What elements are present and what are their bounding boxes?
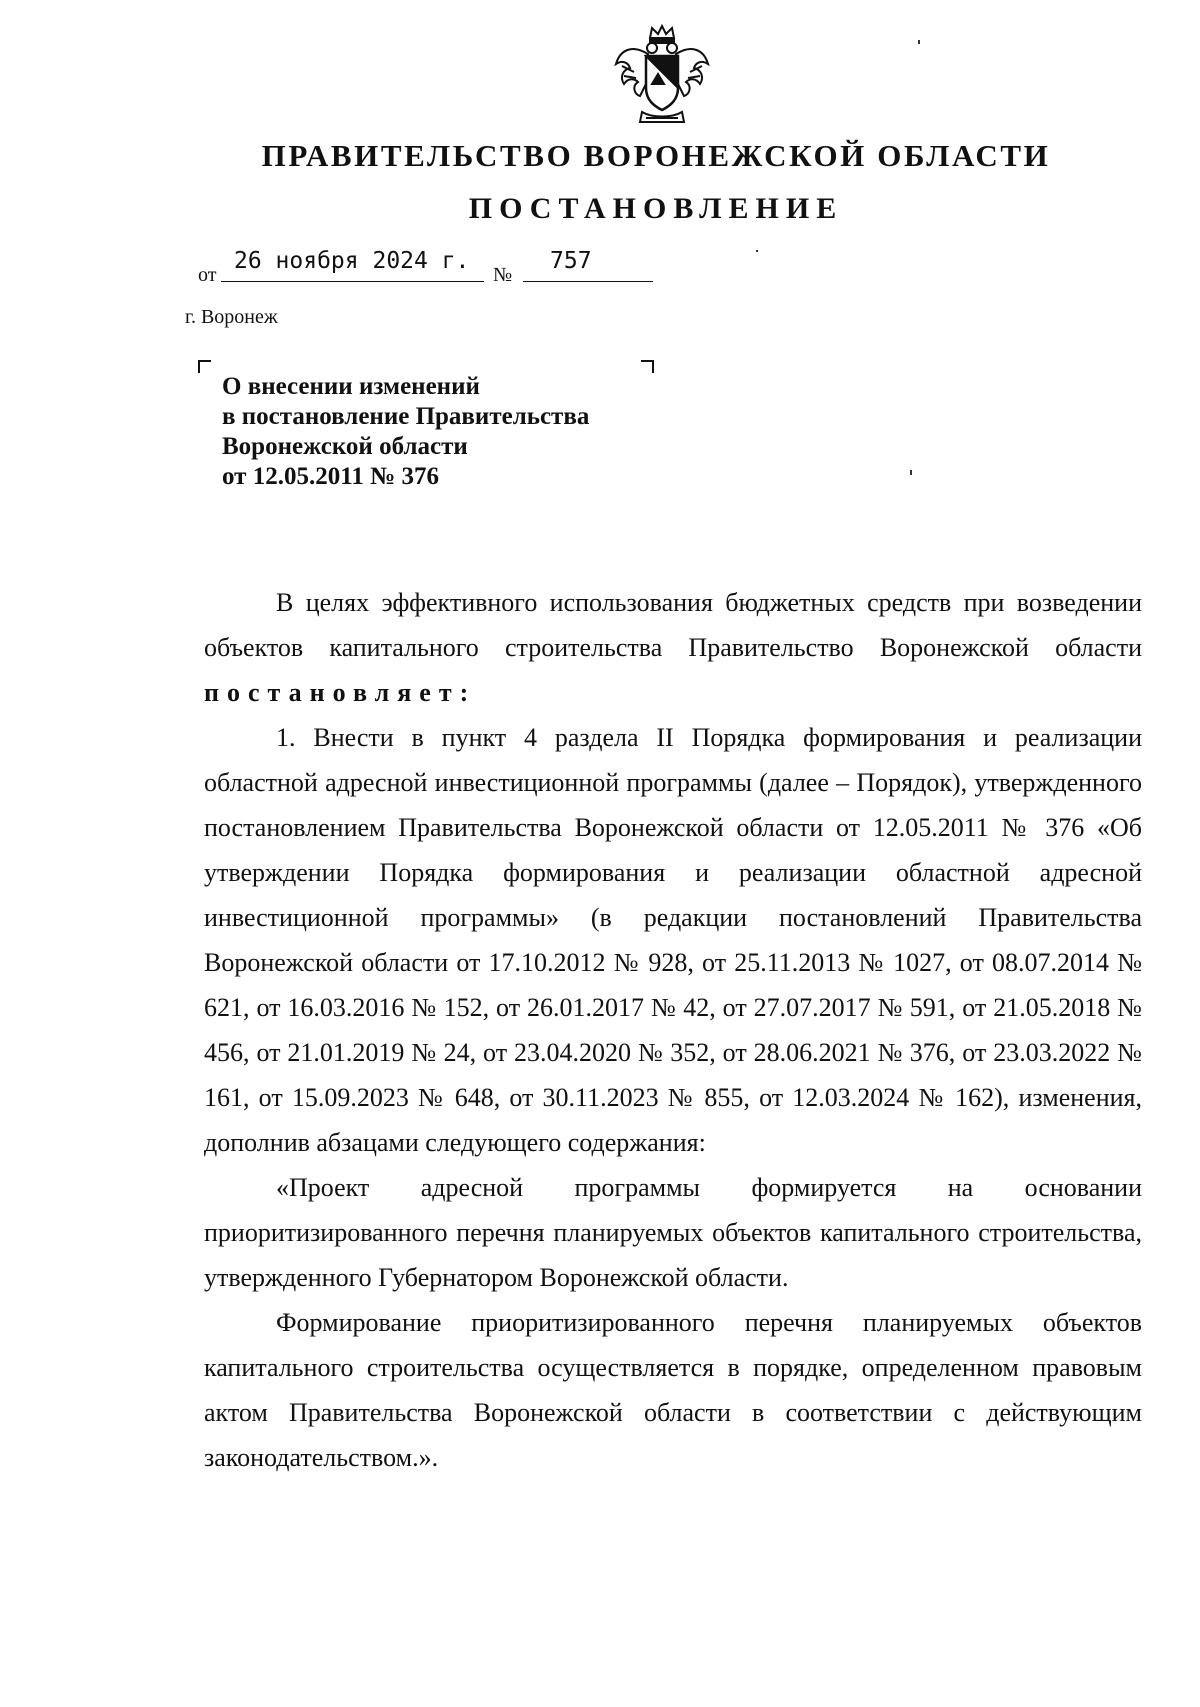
subject-line: от 12.05.2011 № 376 xyxy=(222,463,439,490)
city-name: г. Воронеж xyxy=(185,306,278,328)
document-type: ПОСТАНОВЛЕНИЕ xyxy=(468,192,844,225)
item-1-paragraph: 1. Внести в пункт 4 раздела II Порядка формирования и реализации областной адресной инвестиционной программы (далее – Порядок), утвержденного постановлением Правительства Воронежской области от 12.05.2011 № 376 «Об утверждении Порядка формирования и реализации областной адресной инвестиционной программы» (в редакции постановлений Правительства Воронежской области от 17.10.2012 № 928, от 25.11.2013 № 1027, от 08.07.2014 № 621, от 16.03.2016 № 152, от 26.01.2017 № 42, от 27.07.2017 № 591, от 21.05.2018 № 456, от 21.01.2019 № 24, от 23.04.2020 № 352, от 28.06.2021 № 376, от 23.03.2022 № 161, от 15.09.2023 № 648, от 30.11.2023 № 855, от 12.03.2024 № 162), изменения, дополнив абзацами следующего содержания: xyxy=(204,723,1142,1157)
decree-word: постановляет: xyxy=(204,678,477,707)
scan-speck xyxy=(756,250,758,252)
government-name: ПРАВИТЕЛЬСТВО ВОРОНЕЖСКОЙ ОБЛАСТИ xyxy=(261,138,1051,173)
document-body xyxy=(204,580,1142,1480)
subject-corner-right xyxy=(641,360,654,373)
subject-line: Воронежской области xyxy=(222,433,468,460)
document-number: 757 xyxy=(550,248,592,274)
quote-paragraph-2: Формирование приоритизированного перечня планируемых объектов капитального строительства осуществляется в порядке, определенном правовым актом Правительства Воронежской области в соответствии с действующим законодательством.». xyxy=(204,1308,1142,1472)
subject-line: О внесении изменений xyxy=(222,373,480,400)
preamble-paragraph xyxy=(204,580,1142,715)
date-label: от xyxy=(198,264,217,286)
subject-line: в постановление Правительства xyxy=(222,403,590,430)
scan-speck xyxy=(910,470,912,475)
voronezh-coat-of-arms-icon xyxy=(612,24,712,128)
preamble-text: В целях эффективного использования бюджетных средств при возведении объектов капитального строительства Правительство Воронежской области xyxy=(204,588,1142,662)
document-date: 26 ноября 2024 г. xyxy=(234,248,470,274)
scan-speck xyxy=(918,40,920,44)
quote-paragraph-1: «Проект адресной программы формируется на основании приоритизированного перечня планируемых объектов капитального строительства, утвержденного Губернатором Воронежской области. xyxy=(204,1173,1142,1292)
subject-corner-left xyxy=(198,360,211,373)
number-underline xyxy=(523,281,653,282)
number-label: № xyxy=(493,264,513,286)
date-number-line xyxy=(198,248,668,288)
date-underline xyxy=(221,281,484,282)
document-subject xyxy=(222,372,589,492)
